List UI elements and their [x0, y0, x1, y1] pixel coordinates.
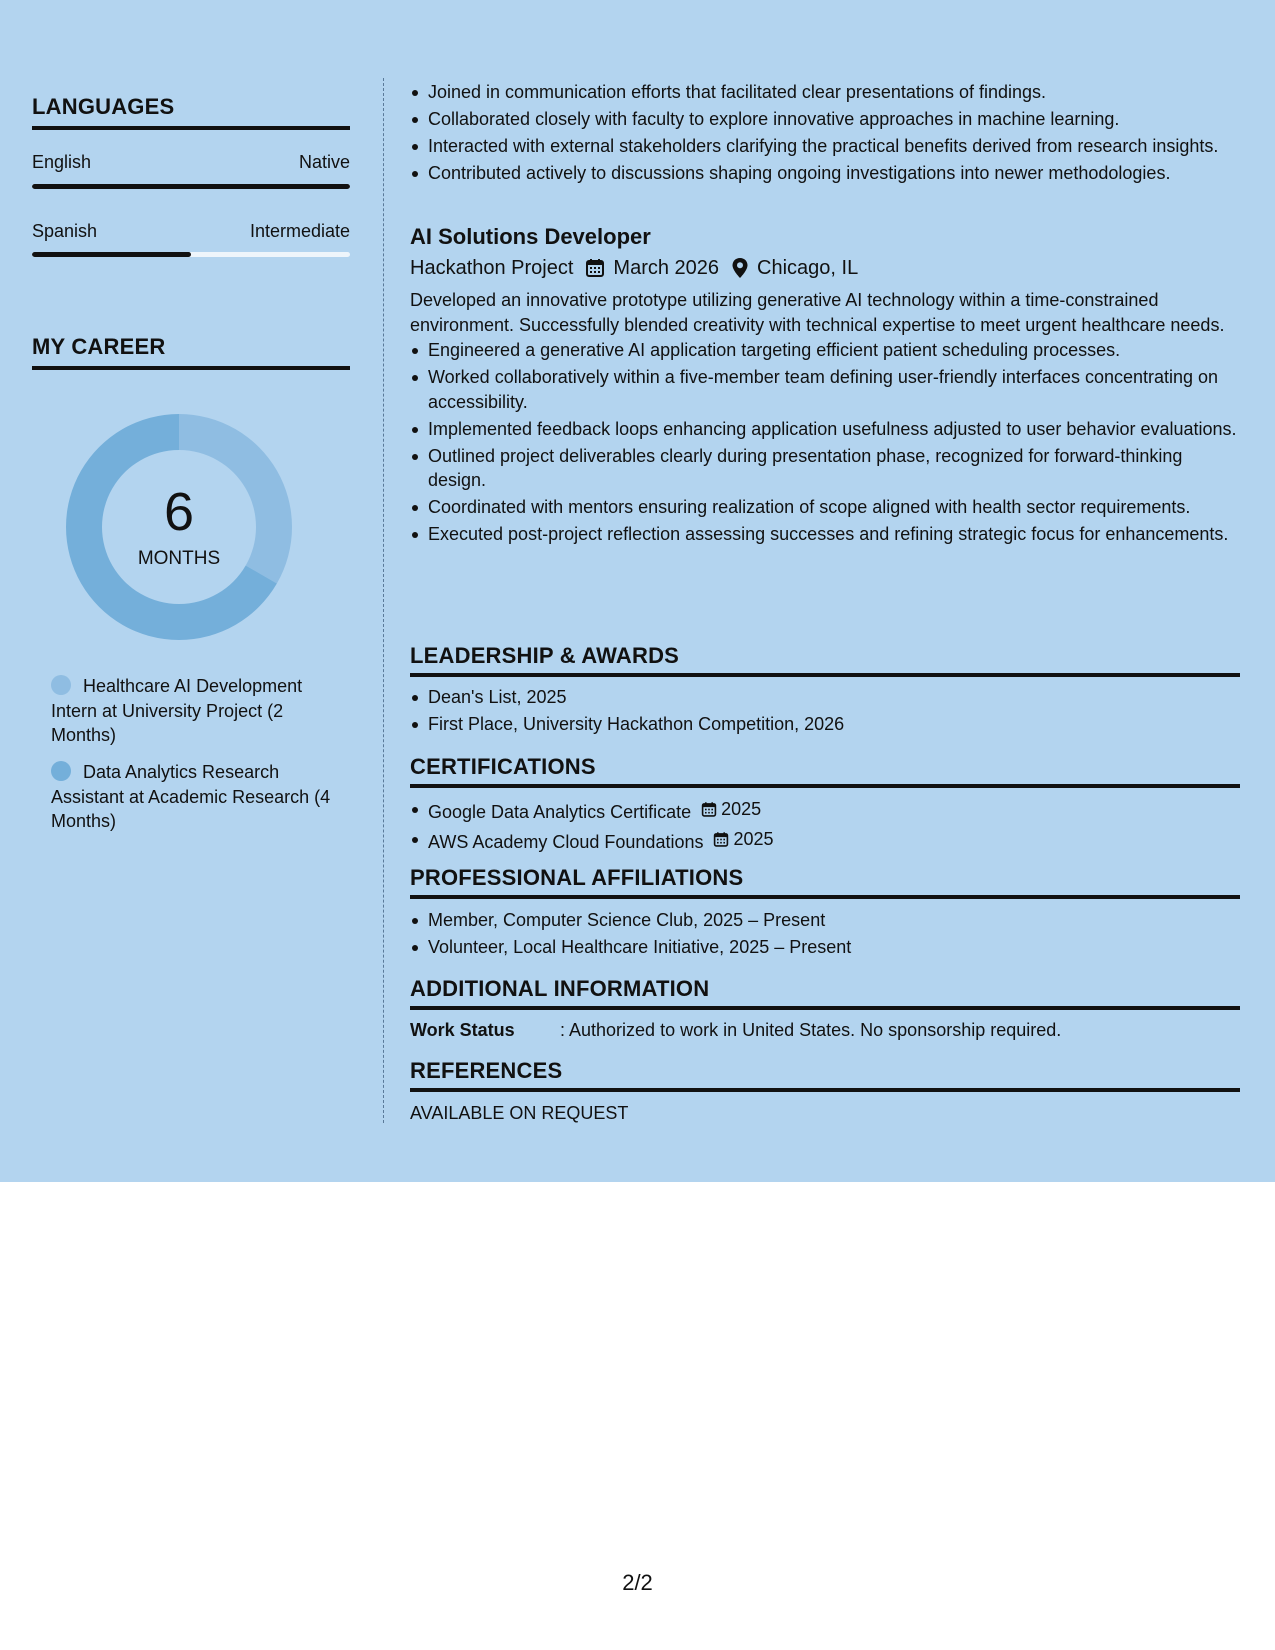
- awards-list: [410, 685, 1240, 737]
- work-status-value: : Authorized to work in United States. No sponsorship required.: [560, 1020, 1062, 1040]
- language-english: [32, 152, 350, 173]
- references-title: REFERENCES: [410, 1058, 1240, 1092]
- language-proficiency-bar: [32, 184, 350, 189]
- language-proficiency-fill: [32, 252, 191, 257]
- cert-name: AWS Academy Cloud Foundations: [428, 831, 704, 852]
- experience-bullets-continued: [410, 80, 1240, 188]
- additional-info-title: ADDITIONAL INFORMATION: [410, 976, 1240, 1010]
- language-spanish: [32, 221, 350, 242]
- languages-title: LANGUAGES: [32, 94, 350, 130]
- additional-info-section: [410, 976, 1240, 1042]
- references-section: [410, 1058, 1240, 1126]
- language-proficiency-fill: [32, 184, 350, 189]
- job-location: Chicago, IL: [757, 257, 859, 279]
- job-meta: [410, 254, 1240, 282]
- career-legend-item: [51, 674, 336, 748]
- cert-date: [701, 797, 761, 822]
- cert-year: 2025: [733, 828, 774, 849]
- certifications-title: CERTIFICATIONS: [410, 754, 1240, 788]
- list-item: [410, 797, 1240, 824]
- cert-year: 2025: [721, 799, 762, 819]
- legend-dot: [51, 761, 71, 781]
- list-item: Worked collaboratively within a five-member team defining user-friendly interfaces concentrating on accessibility.: [410, 365, 1240, 414]
- awards-section: [410, 643, 1240, 739]
- affiliations-list: [410, 908, 1240, 960]
- language-proficiency-bar: [32, 252, 350, 257]
- calendar-icon: [701, 801, 717, 818]
- job-title: AI Solutions Developer: [410, 224, 651, 249]
- list-item: First Place, University Hackathon Competition, 2026: [410, 712, 1240, 737]
- list-item: Volunteer, Local Healthcare Initiative, 2025 – Present: [410, 935, 1240, 960]
- legend-dot: [51, 675, 71, 695]
- cert-name: Google Data Analytics Certificate: [428, 801, 692, 822]
- legend-label: Healthcare AI Development Intern at University Project (2 Months): [51, 676, 303, 745]
- language-name: Spanish: [32, 221, 98, 241]
- references-text: AVAILABLE ON REQUEST: [410, 1103, 629, 1123]
- job-date: March 2026: [613, 257, 720, 279]
- list-item: Coordinated with mentors ensuring realization of scope aligned with health sector requirements.: [410, 495, 1240, 520]
- job-entry: [410, 223, 1240, 549]
- list-item: Executed post-project reflection assessing successes and refining strategic focus for enhancements.: [410, 522, 1240, 547]
- language-level: Native: [298, 152, 350, 172]
- list-item: [410, 827, 1240, 854]
- job-bullets: [410, 338, 1240, 547]
- location-pin-icon: [731, 257, 749, 279]
- career-legend-item: [51, 760, 336, 834]
- certifications-section: [410, 754, 1240, 857]
- list-item: Implemented feedback loops enhancing application usefulness adjusted to user behavior evaluations.: [410, 417, 1240, 442]
- awards-title: LEADERSHIP & AWARDS: [410, 643, 1240, 677]
- list-item: Member, Computer Science Club, 2025 – Present: [410, 908, 1240, 933]
- affiliations-title: PROFESSIONAL AFFILIATIONS: [410, 865, 1240, 899]
- list-item: Collaborated closely with faculty to explore innovative approaches in machine learning.: [410, 107, 1240, 132]
- list-item: Dean's List, 2025: [410, 685, 1240, 710]
- job-description: Developed an innovative prototype utilizing generative AI technology within a time-constrained environment. Successfully blended creativity with technical expertise to meet urgent healthcare needs.: [410, 290, 1225, 335]
- work-status-label: Work Status: [410, 1020, 515, 1040]
- career-title: MY CAREER: [32, 334, 350, 370]
- list-item: Outlined project deliverables clearly during presentation phase, recognized for forward-thinking design.: [410, 444, 1240, 493]
- career-total-value: 6: [163, 482, 195, 542]
- career-total-unit: MONTHS: [137, 548, 221, 569]
- list-item: Engineered a generative AI application targeting efficient patient scheduling processes.: [410, 338, 1240, 363]
- certifications-list: [410, 797, 1240, 854]
- list-item: Interacted with external stakeholders clarifying the practical benefits derived from research insights.: [410, 134, 1240, 159]
- column-divider: [383, 78, 384, 1123]
- job-org: Hackathon Project: [410, 257, 574, 279]
- calendar-icon: [713, 831, 729, 848]
- affiliations-section: [410, 865, 1240, 962]
- page-number: 2/2: [622, 1570, 653, 1595]
- calendar-icon: [585, 258, 605, 278]
- cert-date: [713, 827, 773, 852]
- list-item: Joined in communication efforts that facilitated clear presentations of findings.: [410, 80, 1240, 105]
- legend-label: Data Analytics Research Assistant at Academic Research (4 Months): [51, 762, 331, 831]
- work-status-row: [410, 1018, 1240, 1042]
- list-item: Contributed actively to discussions shaping ongoing investigations into newer methodologies.: [410, 161, 1240, 186]
- language-name: English: [32, 152, 92, 172]
- language-level: Intermediate: [249, 221, 350, 241]
